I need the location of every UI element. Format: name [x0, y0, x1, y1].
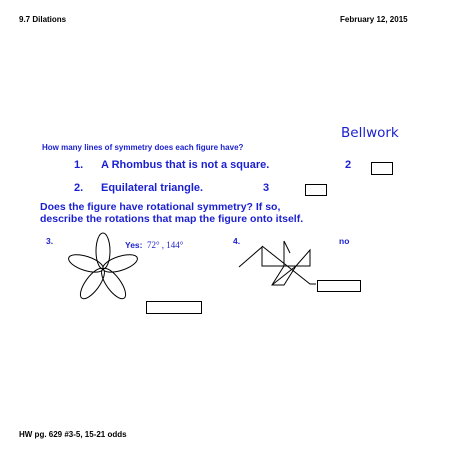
rotation-question-line-2: describe the rotations that map the figure onto itself.: [40, 213, 304, 225]
figure-4-number: 4.: [233, 236, 241, 246]
figure-outline: [284, 241, 290, 253]
homework-note: HW pg. 629 #3-5, 15-21 odds: [19, 430, 127, 439]
bellwork-heading: Bellwork: [341, 125, 399, 141]
figure-4-answer: no: [339, 236, 350, 246]
item-2-number: 2.: [74, 182, 84, 194]
page-date: February 12, 2015: [340, 15, 408, 24]
figure-3-number: 3.: [46, 236, 54, 246]
item-1-number: 1.: [74, 159, 84, 171]
figure-3-answer-angles: 72° , 144°: [146, 240, 184, 250]
figure-outline: [239, 247, 310, 267]
figure-3-answer-separator: :: [139, 240, 143, 250]
page-title: 9.7 Dilations: [19, 15, 67, 24]
item-1-text: A Rhombus that is not a square.: [101, 159, 270, 171]
symmetry-question: How many lines of symmetry does each figure have?: [42, 143, 244, 152]
item-2-text: Equilateral triangle.: [101, 182, 204, 194]
item-2-answer: 3: [263, 182, 270, 194]
figure-3-answer-label: Yes: [125, 240, 140, 250]
answer-box: [317, 280, 361, 292]
figure-outline: [272, 266, 296, 285]
item-1-answer: 2: [345, 159, 352, 171]
answer-box: [146, 301, 202, 314]
rotation-question-line-1: Does the figure have rotational symmetry? If so,: [40, 201, 281, 213]
